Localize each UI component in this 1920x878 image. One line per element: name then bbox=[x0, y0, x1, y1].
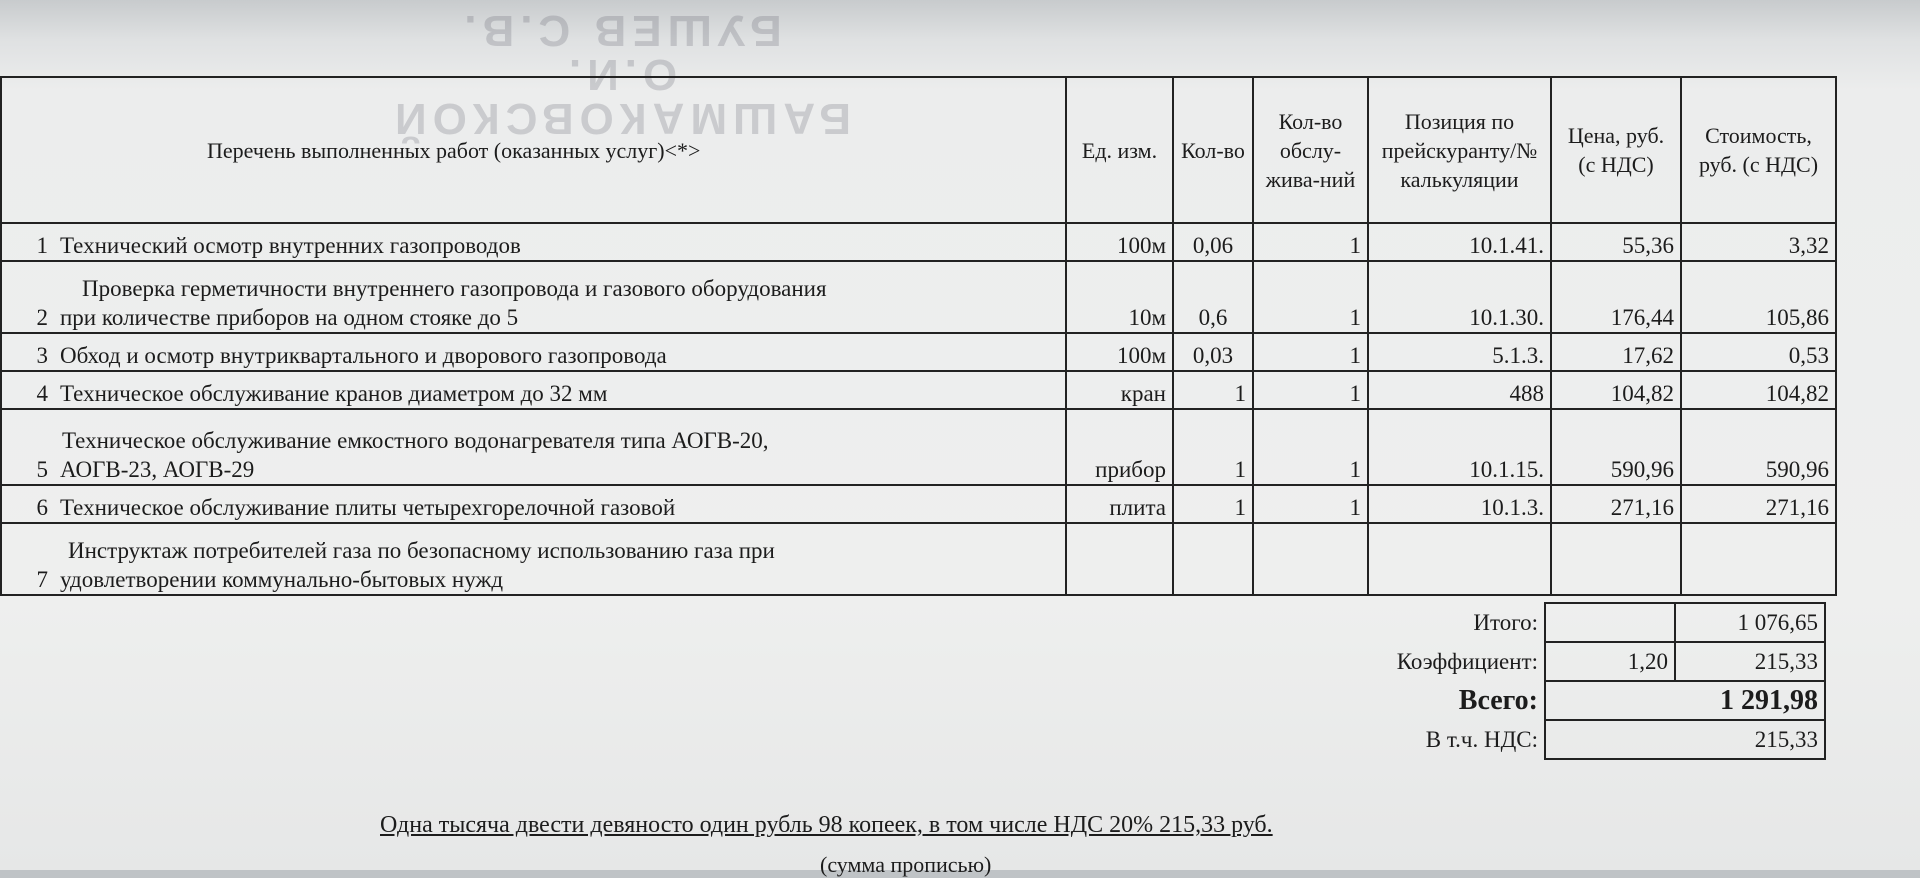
unit-cell: кран bbox=[1066, 371, 1173, 409]
table-row bbox=[1, 523, 1836, 595]
work-description: 6 Техническое обслуживание плиты четырехгорелочной газовой bbox=[1, 485, 1066, 523]
unit-cell: 100м bbox=[1066, 333, 1173, 371]
position-cell: 10.1.3. bbox=[1368, 485, 1551, 523]
services-cell bbox=[1253, 523, 1368, 595]
totals-table bbox=[1260, 602, 1826, 760]
total-row bbox=[1260, 681, 1825, 720]
position-cell: 5.1.3. bbox=[1368, 333, 1551, 371]
unit-cell bbox=[1066, 523, 1173, 595]
coefficient-value: 1,20 bbox=[1545, 642, 1675, 681]
table-header-row bbox=[1, 77, 1836, 223]
unit-cell: 100м bbox=[1066, 223, 1173, 261]
table-row bbox=[1, 485, 1836, 523]
cost-cell: 105,86 bbox=[1681, 261, 1836, 333]
work-description: 7Инструктаж потребителей газа по безопасному использованию газа при удовлетворении коммунально-бытовых нужд bbox=[1, 523, 1066, 595]
qty-cell: 0,6 bbox=[1173, 261, 1253, 333]
price-cell bbox=[1551, 523, 1681, 595]
header-position: Позиция по прейскуранту/№ калькуляции bbox=[1368, 77, 1551, 223]
subtotal-value: 1 076,65 bbox=[1675, 603, 1825, 642]
services-cell: 1 bbox=[1253, 409, 1368, 485]
table-row bbox=[1, 409, 1836, 485]
position-cell: 10.1.30. bbox=[1368, 261, 1551, 333]
position-cell: 10.1.15. bbox=[1368, 409, 1551, 485]
work-description: 3 Обход и осмотр внутриквартального и дворового газопровода bbox=[1, 333, 1066, 371]
table-row bbox=[1, 333, 1836, 371]
table-row bbox=[1, 223, 1836, 261]
position-cell bbox=[1368, 523, 1551, 595]
unit-cell: прибор bbox=[1066, 409, 1173, 485]
cost-cell: 104,82 bbox=[1681, 371, 1836, 409]
qty-cell: 0,03 bbox=[1173, 333, 1253, 371]
work-description: 4 Техническое обслуживание кранов диаметром до 32 мм bbox=[1, 371, 1066, 409]
vat-row bbox=[1260, 720, 1825, 759]
price-cell: 271,16 bbox=[1551, 485, 1681, 523]
services-cell: 1 bbox=[1253, 261, 1368, 333]
header-qty: Кол-во bbox=[1173, 77, 1253, 223]
subtotal-row bbox=[1260, 603, 1825, 642]
qty-cell bbox=[1173, 523, 1253, 595]
work-description: 5Техническое обслуживание емкостного водонагревателя типа АОГВ-20, АОГВ-23, АОГВ-29 bbox=[1, 409, 1066, 485]
vat-label: В т.ч. НДС: bbox=[1425, 726, 1538, 752]
unit-cell: 10м bbox=[1066, 261, 1173, 333]
position-cell: 488 bbox=[1368, 371, 1551, 409]
qty-cell: 0,06 bbox=[1173, 223, 1253, 261]
total-value: 1 291,98 bbox=[1545, 681, 1825, 720]
services-cell: 1 bbox=[1253, 371, 1368, 409]
qty-cell: 1 bbox=[1173, 371, 1253, 409]
works-table bbox=[0, 76, 1837, 596]
work-description: 1 Технический осмотр внутренних газопроводов bbox=[1, 223, 1066, 261]
price-cell: 17,62 bbox=[1551, 333, 1681, 371]
table-row bbox=[1, 261, 1836, 333]
cost-cell: 3,32 bbox=[1681, 223, 1836, 261]
position-cell: 10.1.41. bbox=[1368, 223, 1551, 261]
header-unit: Ед. изм. bbox=[1066, 77, 1173, 223]
qty-cell: 1 bbox=[1173, 485, 1253, 523]
coefficient-label: Коэффициент: bbox=[1396, 648, 1538, 674]
coefficient-amount: 215,33 bbox=[1675, 642, 1825, 681]
price-cell: 55,36 bbox=[1551, 223, 1681, 261]
price-cell: 590,96 bbox=[1551, 409, 1681, 485]
price-cell: 176,44 bbox=[1551, 261, 1681, 333]
cost-cell: 590,96 bbox=[1681, 409, 1836, 485]
header-works: Перечень выполненных работ (оказанных услуг)<*> bbox=[1, 77, 1066, 223]
subtotal-label: Итого: bbox=[1473, 609, 1538, 635]
qty-cell: 1 bbox=[1173, 409, 1253, 485]
coefficient-row bbox=[1260, 642, 1825, 681]
total-label: Всего: bbox=[1458, 684, 1538, 716]
table-row bbox=[1, 371, 1836, 409]
services-cell: 1 bbox=[1253, 485, 1368, 523]
vat-value: 215,33 bbox=[1545, 720, 1825, 759]
work-description: 2Проверка герметичности внутреннего газопровода и газового оборудования при количестве приборов на одном стояке до 5 bbox=[1, 261, 1066, 333]
cost-cell: 271,16 bbox=[1681, 485, 1836, 523]
header-service-count: Кол-во обслу-жива-ний bbox=[1253, 77, 1368, 223]
cost-cell bbox=[1681, 523, 1836, 595]
services-cell: 1 bbox=[1253, 223, 1368, 261]
services-cell: 1 bbox=[1253, 333, 1368, 371]
header-price: Цена, руб. (с НДС) bbox=[1551, 77, 1681, 223]
sum-in-words: Одна тысяча двести девяносто один рубль 98 копеек, в том числе НДС 20% 215,33 руб. bbox=[380, 812, 1273, 838]
unit-cell: плита bbox=[1066, 485, 1173, 523]
header-cost: Стоимость, руб. (с НДС) bbox=[1681, 77, 1836, 223]
faded-stamp: БАШМАКОВСКОЙ О.И. БУШЕВ С.В. bbox=[388, 6, 852, 143]
cost-cell: 0,53 bbox=[1681, 333, 1836, 371]
sum-caption: (сумма прописью) bbox=[820, 852, 992, 877]
price-cell: 104,82 bbox=[1551, 371, 1681, 409]
